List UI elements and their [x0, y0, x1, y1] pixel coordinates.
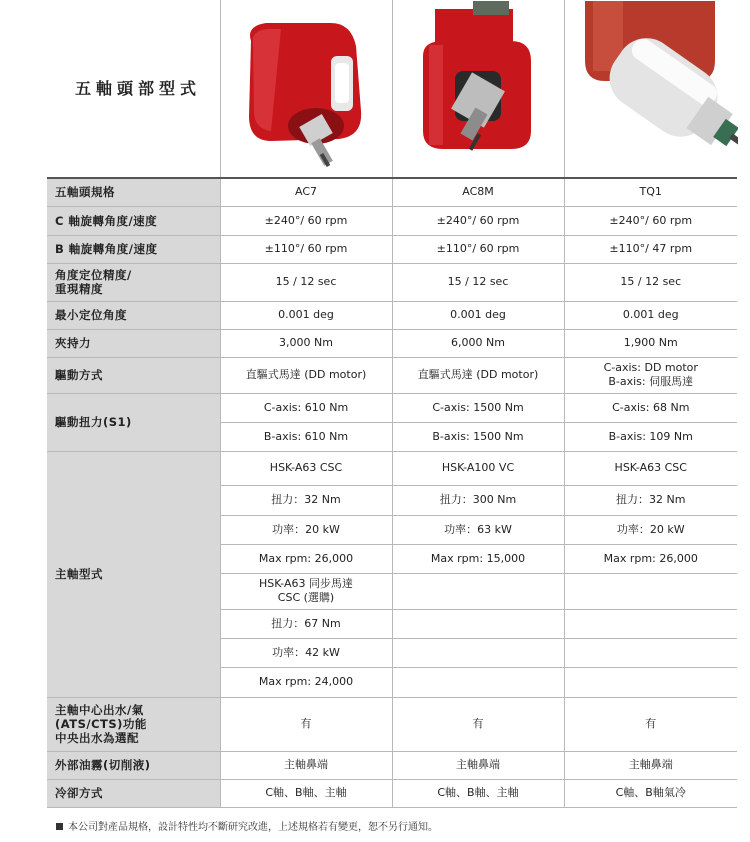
row-label-line: 重現精度	[55, 282, 103, 296]
cell-ac7: 扭力：32 Nm	[220, 485, 392, 515]
cell-ac8m: 直驅式馬達 (DD motor)	[392, 357, 564, 393]
row-label: 主軸型式	[47, 451, 220, 697]
cell-ac8m: 扭力：300 Nm	[392, 485, 564, 515]
row-label	[47, 697, 220, 751]
cell-ac7: Max rpm: 26,000	[220, 544, 392, 573]
cell-ac8m-empty	[392, 638, 564, 667]
cell-tq1: ±110°/ 47 rpm	[564, 235, 737, 263]
cell-line: C-axis: DD motor	[603, 361, 698, 374]
cell-ac7: ±240°/ 60 rpm	[220, 206, 392, 235]
cell-tq1-empty	[564, 667, 737, 697]
ac8m-head-image	[392, 0, 564, 178]
cell-ac8m: 主軸鼻端	[392, 751, 564, 779]
cell-tq1-empty	[564, 609, 737, 638]
row-label: 冷卻方式	[47, 779, 220, 807]
cell-ac7: C-axis: 610 Nm	[220, 393, 392, 422]
spec-sheet	[47, 0, 737, 805]
cell-ac7: AC7	[220, 178, 392, 206]
cell-ac7: Max rpm: 24,000	[220, 667, 392, 697]
cell-ac8m: Max rpm: 15,000	[392, 544, 564, 573]
cell-tq1	[564, 357, 737, 393]
footnote-text: 本公司對產品規格，設計特性均不斷研究改進，上述規格若有變更，恕不另行通知。	[68, 822, 438, 833]
cell-ac8m: 6,000 Nm	[392, 329, 564, 357]
row-label-line: 中央出水為選配	[55, 731, 139, 745]
header-row	[47, 0, 737, 178]
cell-ac8m: 有	[392, 697, 564, 751]
cell-ac7: HSK-A63 CSC	[220, 451, 392, 485]
row-c-axis	[47, 206, 737, 235]
cell-ac7: ±110°/ 60 rpm	[220, 235, 392, 263]
cell-tq1: 功率：20 kW	[564, 515, 737, 544]
cell-tq1: 0.001 deg	[564, 301, 737, 329]
cell-tq1: 1,900 Nm	[564, 329, 737, 357]
row-min-angle	[47, 301, 737, 329]
cell-tq1: TQ1	[564, 178, 737, 206]
cell-ac8m: 功率：63 kW	[392, 515, 564, 544]
cell-ac8m: 15 / 12 sec	[392, 263, 564, 301]
cell-tq1: 有	[564, 697, 737, 751]
tq1-head-image	[564, 0, 737, 178]
row-clamp	[47, 329, 737, 357]
row-spindle-type	[47, 451, 737, 485]
cell-ac7: 3,000 Nm	[220, 329, 392, 357]
row-label-line: (ATS/CTS)功能	[55, 717, 147, 731]
row-label	[47, 263, 220, 301]
cell-ac7	[220, 573, 392, 609]
row-label: B 軸旋轉角度/速度	[47, 235, 220, 263]
cell-ac7: 15 / 12 sec	[220, 263, 392, 301]
row-label: 夾持力	[47, 329, 220, 357]
ac7-head-image	[220, 0, 392, 178]
cell-ac8m: ±240°/ 60 rpm	[392, 206, 564, 235]
footnote	[56, 818, 438, 833]
cell-ac7: 有	[220, 697, 392, 751]
row-cooling	[47, 779, 737, 807]
cell-ac8m-empty	[392, 573, 564, 609]
cell-ac8m: ±110°/ 60 rpm	[392, 235, 564, 263]
row-label: C 軸旋轉角度/速度	[47, 206, 220, 235]
cell-tq1: 主軸鼻端	[564, 751, 737, 779]
cell-ac7: 功率：20 kW	[220, 515, 392, 544]
row-coolant-through	[47, 697, 737, 751]
cell-ac7: C軸、B軸、主軸	[220, 779, 392, 807]
cell-line: CSC (選購)	[277, 591, 335, 604]
cell-ac8m: C軸、B軸、主軸	[392, 779, 564, 807]
cell-ac8m: B-axis: 1500 Nm	[392, 422, 564, 451]
cell-tq1: C軸、B軸氣冷	[564, 779, 737, 807]
cell-ac8m-empty	[392, 667, 564, 697]
cell-ac8m: HSK-A100 VC	[392, 451, 564, 485]
cell-ac8m-empty	[392, 609, 564, 638]
row-label: 外部油霧(切削液)	[47, 751, 220, 779]
cell-tq1: 15 / 12 sec	[564, 263, 737, 301]
cell-ac8m: AC8M	[392, 178, 564, 206]
cell-ac7: 功率：42 kW	[220, 638, 392, 667]
cell-tq1-empty	[564, 638, 737, 667]
row-accuracy	[47, 263, 737, 301]
cell-tq1: 扭力：32 Nm	[564, 485, 737, 515]
cell-ac8m: 0.001 deg	[392, 301, 564, 329]
row-label: 五軸頭規格	[47, 178, 220, 206]
cell-tq1: HSK-A63 CSC	[564, 451, 737, 485]
row-label: 驅動扭力(S1)	[47, 393, 220, 451]
cell-ac7: 0.001 deg	[220, 301, 392, 329]
spec-table	[47, 0, 737, 808]
cell-ac7: 直驅式馬達 (DD motor)	[220, 357, 392, 393]
cell-tq1: ±240°/ 60 rpm	[564, 206, 737, 235]
row-label: 驅動方式	[47, 357, 220, 393]
row-drive	[47, 357, 737, 393]
row-model-spec	[47, 178, 737, 206]
row-label-line: 主軸中心出水/氣	[55, 703, 144, 717]
row-b-axis	[47, 235, 737, 263]
cell-tq1: Max rpm: 26,000	[564, 544, 737, 573]
row-torque-c	[47, 393, 737, 422]
cell-line: HSK-A63 同步馬達	[258, 577, 354, 590]
cell-tq1: B-axis: 109 Nm	[564, 422, 737, 451]
cell-ac7: 扭力：67 Nm	[220, 609, 392, 638]
cell-tq1-empty	[564, 573, 737, 609]
page-title: 五軸頭部型式	[47, 0, 220, 178]
cell-line: B-axis: 伺服馬達	[608, 375, 694, 388]
row-mist	[47, 751, 737, 779]
cell-ac7: 主軸鼻端	[220, 751, 392, 779]
cell-ac7: B-axis: 610 Nm	[220, 422, 392, 451]
cell-tq1: C-axis: 68 Nm	[564, 393, 737, 422]
bullet-square-icon	[56, 823, 63, 830]
row-label: 最小定位角度	[47, 301, 220, 329]
row-label-line: 角度定位精度/	[55, 268, 132, 282]
cell-ac8m: C-axis: 1500 Nm	[392, 393, 564, 422]
